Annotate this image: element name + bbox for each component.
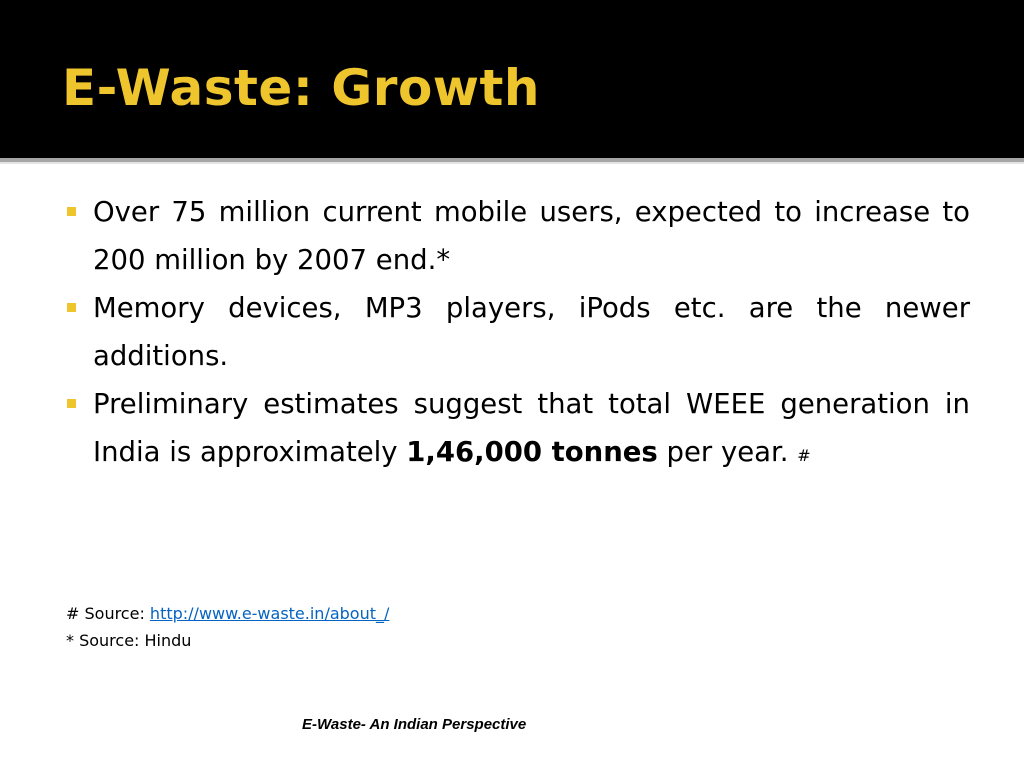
square-bullet-icon xyxy=(67,207,76,216)
source-line-hindu: * Source: Hindu xyxy=(66,631,192,650)
slide-footer: E-Waste- An Indian Perspective xyxy=(302,716,527,733)
sources-block xyxy=(66,600,389,654)
reference-mark: # xyxy=(797,446,811,465)
source-prefix: # Source: xyxy=(66,604,150,623)
bullet-text: Over 75 million current mobile users, expected to increase to 200 million by 2007 end.* xyxy=(93,196,970,276)
bullet-list xyxy=(62,188,970,480)
source-link[interactable]: http://www.e-waste.in/about_/ xyxy=(149,604,390,623)
title-band xyxy=(0,0,1024,158)
bullet-item-mobile-users xyxy=(62,188,970,284)
square-bullet-icon xyxy=(67,399,76,408)
bullet-item-memory-devices xyxy=(62,284,970,380)
square-bullet-icon xyxy=(67,303,76,312)
tonnes-figure: 1,46,000 tonnes xyxy=(406,436,658,468)
bullet-text-suffix: per year. xyxy=(657,436,798,468)
title-divider-highlight xyxy=(0,162,1024,164)
bullet-item-weee-estimate xyxy=(62,380,970,480)
source-line-web xyxy=(66,600,389,627)
bullet-text: Memory devices, MP3 players, iPods etc. are the newer additions. xyxy=(93,292,970,372)
slide-title: E-Waste: Growth xyxy=(62,59,540,117)
bullet-text: Preliminary estimates suggest that total WEEE generation in India is approximately xyxy=(93,388,970,468)
